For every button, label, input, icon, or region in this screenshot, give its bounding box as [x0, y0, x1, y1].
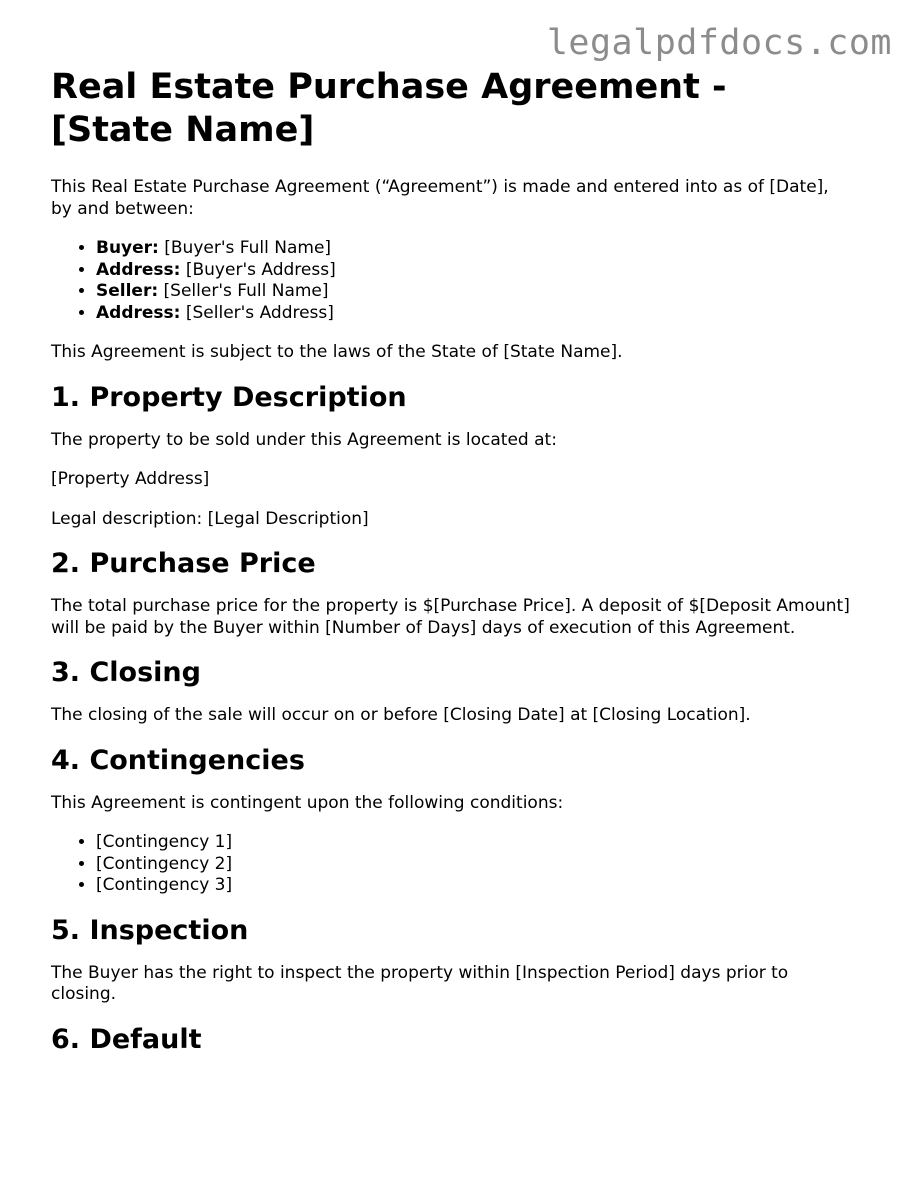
- parties-list: [51, 238, 851, 324]
- section-heading-inspection: 5. Inspection: [51, 914, 249, 946]
- intro-paragraph: This Real Estate Purchase Agreement (“Agreement”) is made and entered into as of [Date], by and between:: [51, 177, 829, 219]
- party-label: Address:: [96, 302, 181, 323]
- party-value: [Seller's Address]: [185, 302, 334, 323]
- price-paragraph: The total purchase price for the property is $[Purchase Price]. A deposit of $[Deposit Amount] will be paid by the Buyer within [Number of Days] days of execution of this Agreement.: [51, 596, 850, 638]
- list-item: • [Contingency 2]: [96, 854, 851, 876]
- section-heading-contingencies: 4. Contingencies: [51, 744, 305, 776]
- party-label: Address:: [96, 259, 181, 280]
- list-item: • [Contingency 1]: [96, 832, 851, 854]
- section-heading-property: 1. Property Description: [51, 381, 407, 413]
- party-seller-address: [96, 303, 851, 325]
- section-heading-price: 2. Purchase Price: [51, 548, 316, 579]
- party-label: Buyer:: [96, 238, 159, 258]
- closing-paragraph: The closing of the sale will occur on or before [Closing Date] at [Closing Location].: [51, 705, 751, 725]
- party-buyer-address: [96, 260, 851, 282]
- property-paragraph: The property to be sold under this Agreement is located at:: [51, 429, 557, 450]
- inspection-paragraph: The Buyer has the right to inspect the property within [Inspection Period] days prior to closing.: [51, 962, 789, 1004]
- property-address: [Property Address]: [51, 469, 210, 489]
- party-value: [Buyer's Full Name]: [164, 238, 332, 258]
- party-seller-name: [96, 281, 851, 303]
- party-value: [Seller's Full Name]: [163, 281, 329, 301]
- contingencies-paragraph: This Agreement is contingent upon the following conditions:: [51, 792, 564, 813]
- document-title: Real Estate Purchase Agreement - [State Name]: [51, 67, 727, 150]
- party-label: Seller:: [96, 281, 159, 301]
- governing-law-paragraph: This Agreement is subject to the laws of the State of [State Name].: [51, 342, 623, 362]
- contingencies-list: [51, 832, 851, 897]
- party-value: [Buyer's Address]: [185, 259, 336, 280]
- section-heading-closing: 3. Closing: [51, 657, 201, 688]
- party-buyer-name: [96, 238, 851, 260]
- document-page: [51, 66, 851, 1072]
- legal-description: Legal description: [Legal Description]: [51, 508, 369, 529]
- list-item: • [Contingency 3]: [96, 875, 851, 897]
- watermark: legalpdfdocs.com: [546, 23, 892, 63]
- section-heading-default: 6. Default: [51, 1023, 202, 1055]
